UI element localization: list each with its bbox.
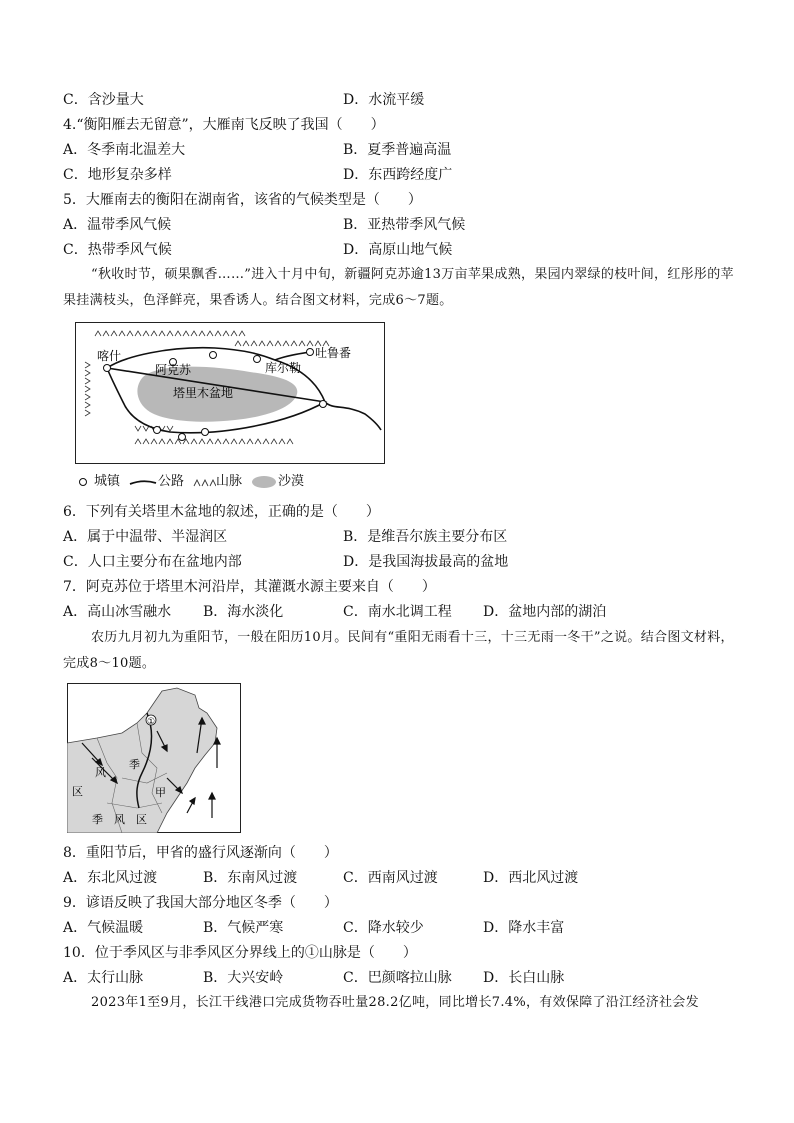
q10-option-b: B．大兴安岭	[203, 970, 284, 986]
passage-yangtze: 2023年1至9月，长江干线港口完成货物吞吐量28.2亿吨，同比增长7.4%，有效保障了沿江经济社会发	[91, 995, 699, 1010]
q8-option-a: A．东北风过渡	[63, 870, 158, 886]
q10-option-d: D．长白山脉	[483, 970, 565, 986]
label-akesu: 阿克苏	[155, 363, 192, 377]
tarim-basin-map	[75, 322, 385, 464]
option-c: C．含沙量大	[63, 92, 144, 108]
town-kashi	[104, 365, 111, 372]
q6-stem: 6．下列有关塔里木盆地的叙述，正确的是（ ）	[63, 504, 380, 520]
label-monsoon-region: 季 风 区	[92, 813, 147, 826]
mountain-icon	[192, 477, 216, 487]
q5-option-b: B．亚热带季风气候	[343, 217, 466, 233]
q4-option-d: D．东西跨经度广	[343, 167, 453, 183]
label-kuerle: 库尔勒	[265, 361, 302, 375]
q9-stem: 9．谚语反映了我国大部分地区冬季（ ）	[63, 895, 338, 911]
q8-option-d: D．西北风过渡	[483, 870, 579, 886]
monsoon-map	[67, 683, 241, 833]
town-kuerle	[254, 356, 261, 363]
town-marker	[202, 429, 209, 436]
legend-town: 城镇	[94, 474, 121, 489]
desert-icon	[250, 475, 278, 489]
q10-stem: 10．位于季风区与非季风区分界线上的①山脉是（ ）	[63, 945, 417, 961]
label-kashi: 喀什	[97, 349, 122, 363]
q4-option-c: C．地形复杂多样	[63, 167, 172, 183]
q6-option-d: D．是我国海拔最高的盆地	[343, 554, 509, 570]
town-marker	[320, 401, 327, 408]
town-tulufan	[307, 349, 314, 356]
label-mountain-1: ①	[147, 717, 156, 727]
option-d: D．水流平缓	[343, 92, 425, 108]
map-legend	[78, 473, 312, 491]
passage-chongyang: 农历九月初九为重阳节，一般在阳历10月。民间有“重阳无雨看十三，十三无雨一冬干”之说。结合图文材料，完成8～10题。	[63, 630, 734, 671]
q4-stem: 4.“衡阳雁去无留意”，大雁南飞反映了我国（ ）	[63, 117, 385, 133]
q10-option-c: C．巴颜喀拉山脉	[343, 970, 452, 986]
town-marker	[210, 352, 217, 359]
label-feng: 风	[95, 766, 106, 779]
q10-option-a: A．太行山脉	[63, 970, 144, 986]
label-qu: 区	[72, 785, 83, 798]
legend-mountain: 山脉	[216, 474, 243, 489]
town-marker	[154, 427, 161, 434]
q4-option-a: A．冬季南北温差大	[63, 142, 186, 158]
road-icon	[128, 477, 158, 487]
q8-option-b: B．东南风过渡	[203, 870, 298, 886]
q7-option-c: C．南水北调工程	[343, 604, 452, 620]
label-jia: 甲	[155, 786, 166, 799]
q8-option-c: C．西南风过渡	[343, 870, 438, 886]
town-icon	[78, 477, 88, 487]
q6-option-a: A．属于中温带、半湿润区	[63, 529, 228, 545]
label-tarim-basin: 塔里木盆地	[173, 386, 234, 400]
legend-desert: 沙漠	[278, 474, 305, 489]
q5-option-c: C．热带季风气候	[63, 242, 172, 258]
q4-option-b: B．夏季普遍高温	[343, 142, 452, 158]
passage-apple: “秋收时节，硕果飘香……”进入十月中旬，新疆阿克苏逾13万亩苹果成熟，果园内翠绿的枝叶间，红彤彤的苹果挂满枝头，色泽鲜亮，果香诱人。结合图文材料，完成6～7题。	[63, 267, 734, 308]
q8-stem: 8．重阳节后，甲省的盛行风逐渐向（ ）	[63, 845, 338, 861]
q7-option-b: B．海水淡化	[203, 604, 284, 620]
q9-option-d: D．降水丰富	[483, 920, 565, 936]
q9-option-b: B．气候严寒	[203, 920, 284, 936]
q9-option-c: C．降水较少	[343, 920, 424, 936]
label-tulufan: 吐鲁番	[315, 346, 352, 360]
q6-option-b: B．是维吾尔族主要分布区	[343, 529, 508, 545]
q6-option-c: C．人口主要分布在盆地内部	[63, 554, 242, 570]
q5-stem: 5．大雁南去的衡阳在湖南省，该省的气候类型是（ ）	[63, 192, 422, 208]
q9-option-a: A．气候温暖	[63, 920, 144, 936]
town-marker	[179, 434, 186, 441]
q5-option-d: D．高原山地气候	[343, 242, 453, 258]
q5-option-a: A．温带季风气候	[63, 217, 172, 233]
legend-road: 公路	[158, 474, 185, 489]
q7-option-d: D．盆地内部的湖泊	[483, 604, 607, 620]
label-ji: 季	[129, 758, 140, 771]
q7-option-a: A．高山冰雪融水	[63, 604, 172, 620]
q7-stem: 7．阿克苏位于塔里木河沿岸，其灌溉水源主要来自（ ）	[63, 579, 436, 595]
